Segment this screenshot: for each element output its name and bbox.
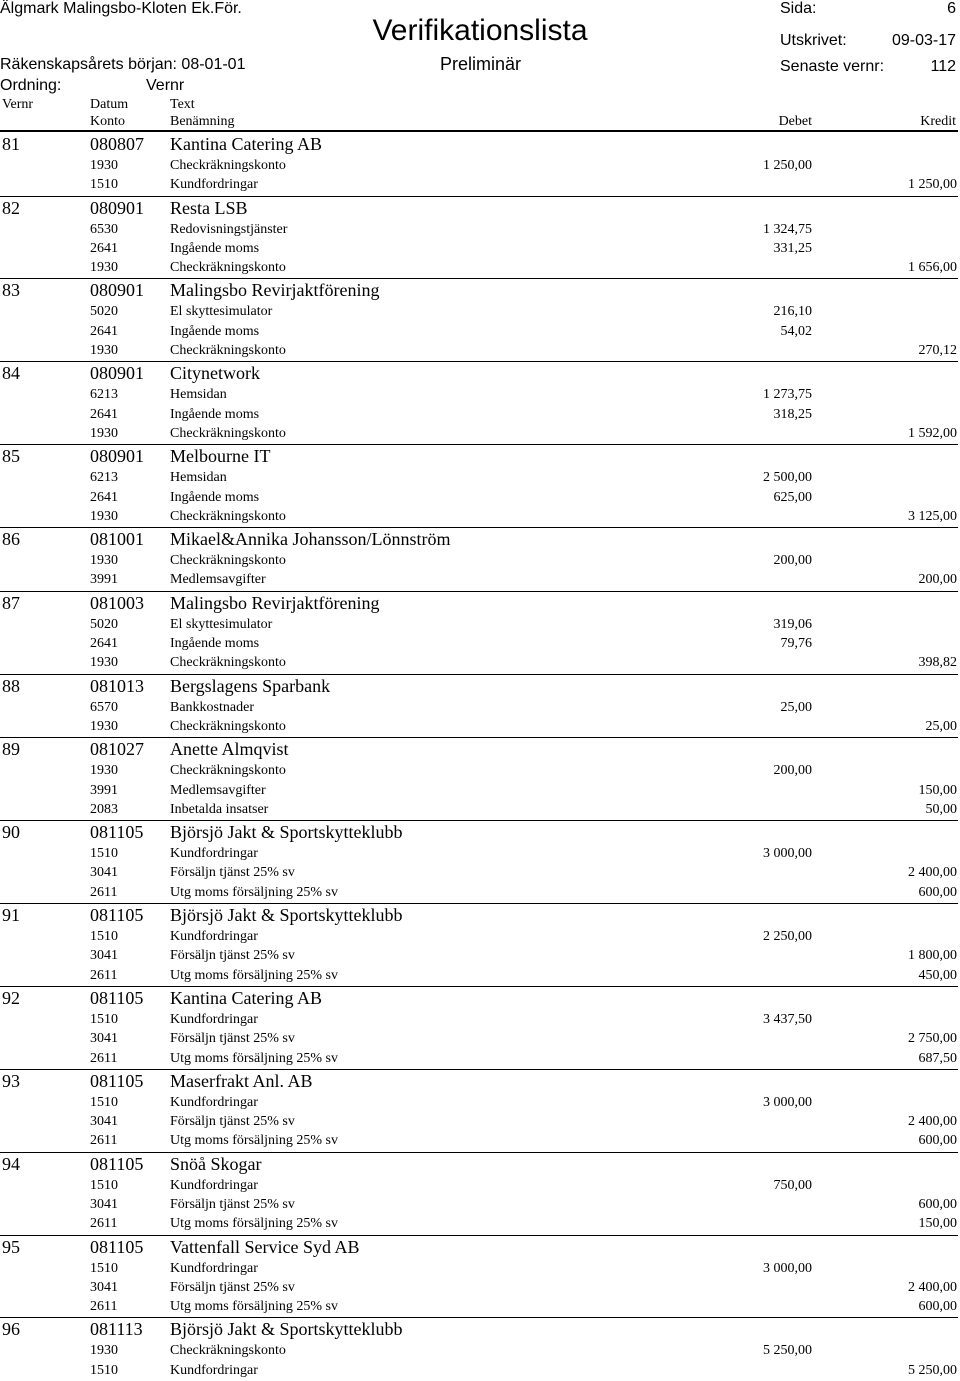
line-account-name: Checkräkningskonto <box>170 343 286 359</box>
line-account-name: Checkräkningskonto <box>170 718 286 734</box>
voucher-header-row <box>0 1070 960 1094</box>
line-debit: 5 250,00 <box>763 1343 812 1359</box>
voucher-date: 080901 <box>90 446 144 467</box>
line-account: 1930 <box>90 260 118 276</box>
voucher-block <box>0 1235 960 1318</box>
line-account: 1930 <box>90 553 118 569</box>
voucher-number: 87 <box>2 592 20 613</box>
column-header-vernr: Vernr <box>2 97 34 112</box>
line-credit: 5 250,00 <box>908 1362 957 1378</box>
last-voucher-label: Senaste vernr: <box>780 58 885 75</box>
ledger-line <box>0 884 960 903</box>
line-account-name: Checkräkningskonto <box>170 158 286 173</box>
line-account: 1930 <box>90 508 118 524</box>
voucher-number: 95 <box>2 1236 20 1257</box>
voucher-block <box>0 196 960 279</box>
ledger-line <box>0 718 960 737</box>
voucher-text: Vattenfall Service Syd AB <box>170 1236 360 1257</box>
line-account: 3041 <box>90 948 118 964</box>
ledger-line <box>0 801 960 820</box>
line-account-name: Hemsidan <box>170 470 227 486</box>
ledger-line <box>0 1362 960 1381</box>
line-credit: 2 400,00 <box>908 865 957 881</box>
voucher-number: 91 <box>2 905 20 926</box>
ledger-line <box>0 303 960 322</box>
ledger-line <box>0 635 960 654</box>
line-credit: 2 400,00 <box>908 1279 957 1295</box>
line-credit: 600,00 <box>918 1299 957 1315</box>
line-account-name: Utg moms försäljning 25% sv <box>170 1050 338 1066</box>
order-value: Vernr <box>146 77 185 94</box>
line-debit: 3 000,00 <box>763 1094 812 1110</box>
voucher-header-row <box>0 738 960 762</box>
line-account-name: Kundfordringar <box>170 177 258 193</box>
line-account-name: Utg moms försäljning 25% sv <box>170 1216 338 1232</box>
voucher-text: Mikael&Annika Johansson/Lönnström <box>170 529 451 550</box>
voucher-header-row <box>0 592 960 616</box>
line-credit: 398,82 <box>918 655 957 671</box>
page-number: 6 <box>947 0 956 17</box>
line-account-name: Checkräkningskonto <box>170 260 286 276</box>
report-title: Verifikationslista <box>372 14 588 47</box>
voucher-block <box>0 1317 960 1381</box>
voucher-date: 080807 <box>90 134 144 154</box>
ledger-line <box>0 386 960 405</box>
line-debit: 2 500,00 <box>763 470 812 486</box>
voucher-header-row <box>0 675 960 699</box>
voucher-block <box>0 903 960 986</box>
line-account: 1510 <box>90 1011 118 1027</box>
line-account: 3041 <box>90 1114 118 1130</box>
line-account: 3991 <box>90 782 118 798</box>
voucher-block <box>0 444 960 527</box>
voucher-date: 080901 <box>90 197 144 218</box>
line-debit: 2 250,00 <box>763 929 812 945</box>
voucher-date: 080901 <box>90 280 144 301</box>
line-account: 2641 <box>90 406 118 422</box>
line-account: 2641 <box>90 489 118 505</box>
column-header-kredit: Kredit <box>920 114 956 129</box>
line-account: 6570 <box>90 699 118 715</box>
line-account-name: Checkräkningskonto <box>170 763 286 779</box>
line-credit: 1 656,00 <box>908 260 957 276</box>
line-account-name: Utg moms försäljning 25% sv <box>170 1299 338 1315</box>
voucher-block <box>0 674 960 738</box>
line-account: 1510 <box>90 1260 118 1276</box>
ledger-line <box>0 699 960 718</box>
line-account: 1930 <box>90 425 118 441</box>
ledger-line <box>0 654 960 673</box>
header-rule <box>0 130 958 132</box>
voucher-text: Anette Almqvist <box>170 739 289 760</box>
ledger-line <box>0 571 960 590</box>
ledger-line <box>0 489 960 508</box>
line-account: 1930 <box>90 655 118 671</box>
voucher-date: 081105 <box>90 822 144 843</box>
voucher-number: 82 <box>2 197 20 218</box>
line-debit: 200,00 <box>773 553 812 569</box>
ledger-line <box>0 259 960 278</box>
voucher-header-row <box>0 528 960 552</box>
page-label: Sida: <box>780 0 817 17</box>
line-debit: 216,10 <box>773 304 812 320</box>
line-account: 1510 <box>90 929 118 945</box>
line-account: 2641 <box>90 323 118 339</box>
line-credit: 450,00 <box>918 967 957 983</box>
line-account-name: Utg moms försäljning 25% sv <box>170 967 338 983</box>
line-debit: 3 000,00 <box>763 846 812 862</box>
line-account-name: Checkräkningskonto <box>170 1343 286 1359</box>
last-voucher-value: 112 <box>930 58 956 75</box>
voucher-block <box>0 361 960 444</box>
line-account-name: Checkräkningskonto <box>170 508 286 524</box>
voucher-block <box>0 820 960 903</box>
column-header-debet: Debet <box>778 114 812 129</box>
printed-label: Utskrivet: <box>780 32 847 49</box>
line-account-name: Utg moms försäljning 25% sv <box>170 1133 338 1149</box>
line-debit: 1 324,75 <box>763 221 812 237</box>
line-account: 6213 <box>90 470 118 486</box>
voucher-number: 94 <box>2 1153 20 1174</box>
column-header-datum: Datum <box>90 97 129 112</box>
column-header-benamning: Benämning <box>170 114 235 129</box>
line-account: 1510 <box>90 1362 118 1378</box>
line-account: 5020 <box>90 304 118 320</box>
ledger-line <box>0 1342 960 1361</box>
ledger-line <box>0 323 960 342</box>
voucher-text: Björsjö Jakt & Sportskytteklubb <box>170 822 403 843</box>
line-account: 2641 <box>90 240 118 256</box>
ledger-line <box>0 928 960 947</box>
line-account-name: Kundfordringar <box>170 1260 258 1276</box>
ledger-line <box>0 1260 960 1279</box>
voucher-text: Bergslagens Sparbank <box>170 675 331 696</box>
ledger-line <box>0 221 960 240</box>
line-account-name: El skyttesimulator <box>170 616 273 632</box>
ledger-line <box>0 1050 960 1069</box>
voucher-block <box>0 1069 960 1152</box>
voucher-date: 081105 <box>90 905 144 926</box>
line-debit: 750,00 <box>773 1177 812 1193</box>
line-account-name: Ingående moms <box>170 323 260 339</box>
voucher-text: Maserfrakt Anl. AB <box>170 1070 313 1091</box>
line-credit: 2 400,00 <box>908 1114 957 1130</box>
line-credit: 600,00 <box>918 884 957 900</box>
voucher-header-row <box>0 1153 960 1177</box>
column-header-konto: Konto <box>90 114 125 129</box>
voucher-date: 081001 <box>90 529 144 550</box>
line-account-name: Kundfordringar <box>170 1177 258 1193</box>
line-credit: 50,00 <box>925 801 957 817</box>
ledger-line <box>0 240 960 259</box>
voucher-text: Björsjö Jakt & Sportskytteklubb <box>170 905 403 926</box>
voucher-text: Citynetwork <box>170 363 260 384</box>
voucher-date: 081113 <box>90 1319 143 1340</box>
voucher-block <box>0 527 960 591</box>
ledger-line <box>0 1113 960 1132</box>
line-debit: 331,25 <box>773 240 812 256</box>
line-account: 3041 <box>90 865 118 881</box>
line-credit: 1 592,00 <box>908 425 957 441</box>
line-debit: 318,25 <box>773 406 812 422</box>
ledger-line <box>0 157 960 176</box>
ledger-line <box>0 1215 960 1234</box>
voucher-date: 081003 <box>90 592 144 613</box>
voucher-number: 92 <box>2 987 20 1008</box>
order-label: Ordning: <box>0 77 62 94</box>
voucher-header-row <box>0 445 960 469</box>
voucher-block <box>0 278 960 361</box>
line-account-name: Försäljn tjänst 25% sv <box>170 1279 295 1295</box>
line-account: 3991 <box>90 572 118 588</box>
line-account: 5020 <box>90 616 118 632</box>
voucher-header-row <box>0 1318 960 1342</box>
printed-date: 09-03-17 <box>891 32 956 49</box>
line-debit: 625,00 <box>773 489 812 505</box>
line-credit: 150,00 <box>918 1216 957 1232</box>
line-account-name: Kundfordringar <box>170 1094 258 1110</box>
ledger-line <box>0 1177 960 1196</box>
line-credit: 270,12 <box>918 343 957 359</box>
voucher-header-row <box>0 133 960 157</box>
voucher-number: 83 <box>2 280 20 301</box>
voucher-header-row <box>0 904 960 928</box>
ledger-line <box>0 864 960 883</box>
line-account: 1930 <box>90 1343 118 1359</box>
line-credit: 2 750,00 <box>908 1031 957 1047</box>
line-debit: 25,00 <box>780 699 812 715</box>
line-account-name: Redovisningstjänster <box>170 221 288 237</box>
ledger-line <box>0 616 960 635</box>
line-debit: 3 000,00 <box>763 1260 812 1276</box>
line-credit: 200,00 <box>918 572 957 588</box>
voucher-text: Melbourne IT <box>170 446 271 467</box>
voucher-text: Kantina Catering AB <box>170 987 322 1008</box>
line-account: 3041 <box>90 1031 118 1047</box>
voucher-date: 081105 <box>90 987 144 1008</box>
voucher-number: 88 <box>2 675 20 696</box>
voucher-number: 90 <box>2 822 20 843</box>
line-account: 6213 <box>90 387 118 403</box>
voucher-text: Björsjö Jakt & Sportskytteklubb <box>170 1319 403 1340</box>
ledger-line <box>0 1011 960 1030</box>
voucher-text: Malingsbo Revirjaktförening <box>170 280 380 301</box>
voucher-number: 96 <box>2 1319 20 1340</box>
line-account: 3041 <box>90 1279 118 1295</box>
line-account: 6530 <box>90 221 118 237</box>
line-account-name: Kundfordringar <box>170 1011 258 1027</box>
line-account: 2611 <box>90 1133 118 1149</box>
line-credit: 600,00 <box>918 1133 957 1149</box>
line-account-name: Försäljn tjänst 25% sv <box>170 1031 295 1047</box>
ledger-line <box>0 552 960 571</box>
line-credit: 3 125,00 <box>908 508 957 524</box>
voucher-block <box>0 591 960 674</box>
line-account-name: Kundfordringar <box>170 846 258 862</box>
line-account-name: Inbetalda insatser <box>170 801 269 817</box>
voucher-date: 081013 <box>90 675 144 696</box>
ledger-line <box>0 1094 960 1113</box>
voucher-date: 081027 <box>90 739 144 760</box>
line-account: 2611 <box>90 1050 118 1066</box>
voucher-date: 080901 <box>90 363 144 384</box>
line-account: 2611 <box>90 967 118 983</box>
line-credit: 25,00 <box>925 718 957 734</box>
line-account-name: Bankkostnader <box>170 699 254 715</box>
ledger-line <box>0 469 960 488</box>
organization-name: Älgmark Malingsbo-Kloten Ek.För. <box>0 0 242 17</box>
line-credit: 1 250,00 <box>908 177 957 193</box>
voucher-text: Resta LSB <box>170 197 248 218</box>
line-account-name: Hemsidan <box>170 387 227 403</box>
line-account-name: Medlemsavgifter <box>170 572 266 588</box>
voucher-number: 85 <box>2 446 20 467</box>
line-account: 2611 <box>90 884 118 900</box>
ledger-line <box>0 1030 960 1049</box>
voucher-block <box>0 1152 960 1235</box>
line-account-name: Kundfordringar <box>170 929 258 945</box>
line-account: 1930 <box>90 158 118 173</box>
voucher-header-row <box>0 279 960 303</box>
voucher-number: 81 <box>2 134 20 154</box>
voucher-header-row <box>0 1236 960 1260</box>
line-debit: 1 250,00 <box>763 158 812 173</box>
line-debit: 79,76 <box>780 636 812 652</box>
ledger-line <box>0 406 960 425</box>
line-account: 2611 <box>90 1299 118 1315</box>
line-account: 1510 <box>90 846 118 862</box>
report-status: Preliminär <box>440 54 522 74</box>
line-account-name: Kundfordringar <box>170 1362 258 1378</box>
ledger-line <box>0 342 960 361</box>
line-account: 1510 <box>90 177 118 193</box>
line-account-name: Utg moms försäljning 25% sv <box>170 884 338 900</box>
voucher-header-row <box>0 821 960 845</box>
ledger-line <box>0 967 960 986</box>
ledger-line <box>0 1196 960 1215</box>
line-account-name: Ingående moms <box>170 489 260 505</box>
line-account-name: Försäljn tjänst 25% sv <box>170 865 295 881</box>
line-account-name: Checkräkningskonto <box>170 655 286 671</box>
ledger-line <box>0 782 960 801</box>
voucher-number: 84 <box>2 363 20 384</box>
column-header-text: Text <box>170 97 195 112</box>
line-account-name: El skyttesimulator <box>170 304 273 320</box>
ledger-line <box>0 1132 960 1151</box>
line-account: 2083 <box>90 801 118 817</box>
line-account: 3041 <box>90 1196 118 1212</box>
line-account-name: Ingående moms <box>170 406 260 422</box>
line-account: 2611 <box>90 1216 118 1232</box>
ledger-line <box>0 762 960 781</box>
line-credit: 150,00 <box>918 782 957 798</box>
voucher-number: 89 <box>2 739 20 760</box>
voucher-block <box>0 986 960 1069</box>
line-credit: 1 800,00 <box>908 948 957 964</box>
line-account-name: Ingående moms <box>170 636 260 652</box>
voucher-date: 081105 <box>90 1153 144 1174</box>
voucher-text: Malingsbo Revirjaktförening <box>170 592 380 613</box>
line-account-name: Försäljn tjänst 25% sv <box>170 1114 295 1130</box>
line-account: 1930 <box>90 343 118 359</box>
line-account-name: Medlemsavgifter <box>170 782 266 798</box>
line-credit: 687,50 <box>918 1050 957 1066</box>
voucher-number: 93 <box>2 1070 20 1091</box>
line-debit: 200,00 <box>773 763 812 779</box>
ledger-line <box>0 845 960 864</box>
line-account-name: Checkräkningskonto <box>170 425 286 441</box>
line-credit: 600,00 <box>918 1196 957 1212</box>
line-account: 1930 <box>90 718 118 734</box>
line-account: 1510 <box>90 1177 118 1193</box>
line-debit: 54,02 <box>780 323 812 339</box>
line-account-name: Försäljn tjänst 25% sv <box>170 948 295 964</box>
voucher-header-row <box>0 987 960 1011</box>
fiscal-year-start: Räkenskapsårets början: 08-01-01 <box>0 56 246 73</box>
line-debit: 3 437,50 <box>763 1011 812 1027</box>
voucher-text: Kantina Catering AB <box>170 134 322 154</box>
line-account-name: Försäljn tjänst 25% sv <box>170 1196 295 1212</box>
voucher-block <box>0 133 960 196</box>
ledger-line <box>0 1279 960 1298</box>
voucher-header-row <box>0 362 960 386</box>
line-debit: 1 273,75 <box>763 387 812 403</box>
ledger-line <box>0 425 960 444</box>
voucher-header-row <box>0 197 960 221</box>
voucher-text: Snöå Skogar <box>170 1153 262 1174</box>
voucher-list <box>0 133 960 1381</box>
line-account-name: Ingående moms <box>170 240 260 256</box>
line-account: 1930 <box>90 763 118 779</box>
line-debit: 319,06 <box>773 616 812 632</box>
voucher-number: 86 <box>2 529 20 550</box>
ledger-line <box>0 947 960 966</box>
ledger-line <box>0 1298 960 1317</box>
ledger-line <box>0 176 960 195</box>
voucher-block <box>0 737 960 820</box>
line-account: 2641 <box>90 636 118 652</box>
ledger-line <box>0 508 960 527</box>
line-account-name: Checkräkningskonto <box>170 553 286 569</box>
voucher-date: 081105 <box>90 1236 144 1257</box>
line-account: 1510 <box>90 1094 118 1110</box>
voucher-date: 081105 <box>90 1070 144 1091</box>
